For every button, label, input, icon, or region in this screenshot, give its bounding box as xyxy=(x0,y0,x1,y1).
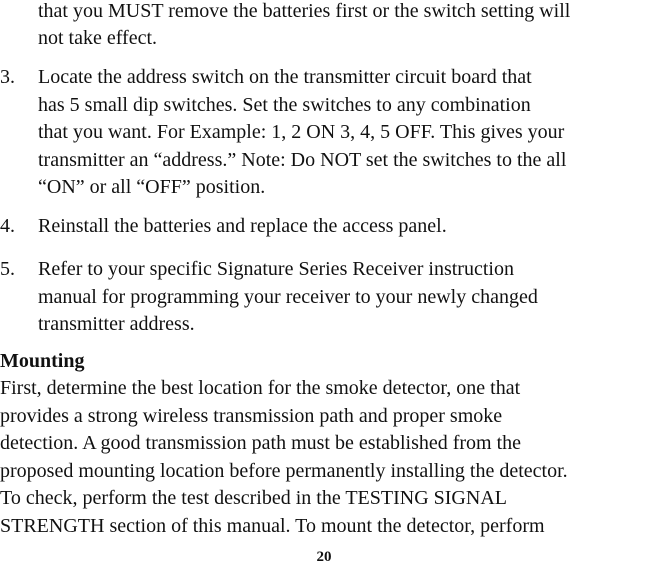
step-4-number: 4. xyxy=(0,215,15,237)
step-3-line-4: transmitter an “address.” Note: Do NOT set the switches to the all xyxy=(38,149,567,171)
step-3-line-5: “ON” or all “OFF” position. xyxy=(38,176,266,198)
mounting-line-5: To check, perform the test described in the TESTING SIGNAL xyxy=(0,487,507,509)
step-5-line-2: manual for programming your receiver to your newly changed xyxy=(38,286,538,308)
mounting-heading: Mounting xyxy=(0,350,85,372)
step-5-line-1: Refer to your specific Signature Series Receiver instruction xyxy=(38,258,514,280)
continuation-line-1: that you MUST remove the batteries first or the switch setting will xyxy=(38,0,571,22)
step-3-number: 3. xyxy=(0,66,15,88)
step-5-number: 5. xyxy=(0,258,15,280)
mounting-line-6: STRENGTH section of this manual. To mount the detector, perform xyxy=(0,515,545,537)
continuation-line-2: not take effect. xyxy=(38,27,158,49)
page-number: 20 xyxy=(316,549,332,565)
step-3-line-3: that you want. For Example: 1, 2 ON 3, 4, 5 OFF. This gives your xyxy=(38,121,565,143)
mounting-line-1: First, determine the best location for the smoke detector, one that xyxy=(0,377,521,399)
step-3-line-1: Locate the address switch on the transmitter circuit board that xyxy=(38,66,532,88)
step-4-line-1: Reinstall the batteries and replace the access panel. xyxy=(38,215,447,237)
step-3-line-2: has 5 small dip switches. Set the switches to any combination xyxy=(38,94,531,116)
mounting-line-4: proposed mounting location before permanently installing the detector. xyxy=(0,460,568,482)
step-5-line-3: transmitter address. xyxy=(38,313,195,335)
mounting-line-3: detection. A good transmission path must be established from the xyxy=(0,432,522,454)
mounting-line-2: provides a strong wireless transmission path and proper smoke xyxy=(0,405,503,427)
